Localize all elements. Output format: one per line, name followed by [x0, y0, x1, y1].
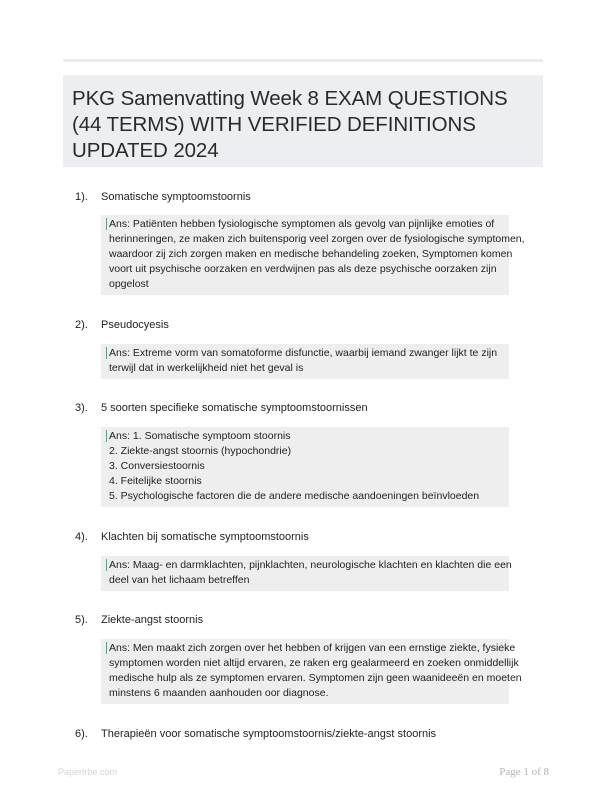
answer-marker: [106, 430, 107, 442]
question-number: 4).: [75, 531, 88, 543]
answer-line: waardoor zij zich zorgen maken en medische behandeling zoeken, Symptomen komen: [109, 248, 513, 260]
answer-line: voort uit psychische oorzaken en verdwijnen pas als deze psychische oorzaken zijn: [109, 263, 497, 275]
answer-line: Ans: Men maakt zich zorgen over het hebben of krijgen van een ernstige ziekte, fysieke: [109, 642, 516, 654]
question-term: Pseudocyesis: [101, 319, 169, 331]
question-term: Therapieën voor somatische symptoomstoornis/ziekte-angst stoornis: [101, 728, 437, 740]
answer-line: terwijl dat in werkelijkheid niet het geval is: [109, 362, 304, 374]
answer-line: 2. Ziekte-angst stoornis (hypochondrie): [109, 445, 292, 457]
answer-line: Ans: Extreme vorm van somatoforme disfunctie, waarbij iemand zwanger lijkt te zijn: [109, 347, 498, 359]
question-term: 5 soorten specifieke somatische symptoomstoornissen: [101, 402, 368, 414]
answer-line: herinneringen, ze maken zich buitensporig veel zorgen over de fysiologische symptomen,: [109, 233, 525, 245]
answer-line: Ans: 1. Somatische symptoom stoornis: [109, 430, 291, 442]
question-term: Ziekte-angst stoornis: [101, 614, 204, 626]
answer-box: [101, 215, 525, 295]
answer-marker: [106, 347, 107, 359]
answer-line: symptomen worden niet altijd ervaren, ze raken erg gealarmeerd en zoeken onmiddellijk: [109, 657, 519, 669]
question-number: 2).: [75, 319, 88, 331]
answer-line: 5. Psychologische factoren die de andere medische aandoeningen beïnvloeden: [109, 490, 480, 502]
question-number: 6).: [75, 728, 88, 740]
answer-line: Ans: Maag- en darmklachten, pijnklachten, neurologische klachten en klachten die een: [109, 559, 512, 571]
question-number: 1).: [75, 191, 88, 203]
answer-line: opgelost: [109, 278, 149, 290]
question-number: 5).: [75, 614, 88, 626]
title-banner: [63, 75, 543, 167]
question-number: 3).: [75, 402, 88, 414]
answer-line: medische hulp als ze symptomen ervaren. Symptomen zijn geen waanideeën en moeten: [109, 672, 522, 684]
answer-box: [101, 639, 522, 704]
answer-box: [101, 427, 509, 507]
answer-line: minstens 6 maanden aanhouden oor diagnose.: [109, 687, 329, 699]
answer-marker: [106, 218, 107, 230]
answer-marker: [106, 642, 107, 654]
question-term: Somatische symptoomstoornis: [101, 191, 251, 203]
answer-line: Ans: Patiënten hebben fysiologische symptomen als gevolg van pijnlijke emoties of: [109, 218, 495, 230]
document-title: PKG Samenvatting Week 8 EXAM QUESTIONS (44 TERMS) WITH VERIFIED DEFINITIONS UPDATED 2024: [72, 87, 508, 162]
answer-line: deel van het lichaam betreffen: [109, 574, 250, 586]
answer-marker: [106, 559, 107, 571]
watermark-text: Papertrbe.com: [58, 767, 118, 777]
answer-line: 3. Conversiestoornis: [109, 460, 205, 472]
answer-line: 4. Feitelijke stoornis: [109, 475, 202, 487]
answer-box: [101, 556, 512, 591]
page-indicator: Page 1 of 8: [499, 766, 549, 778]
question-term: Klachten bij somatische symptoomstoornis: [101, 531, 309, 543]
top-divider: [63, 59, 543, 62]
answer-box: [101, 344, 509, 379]
